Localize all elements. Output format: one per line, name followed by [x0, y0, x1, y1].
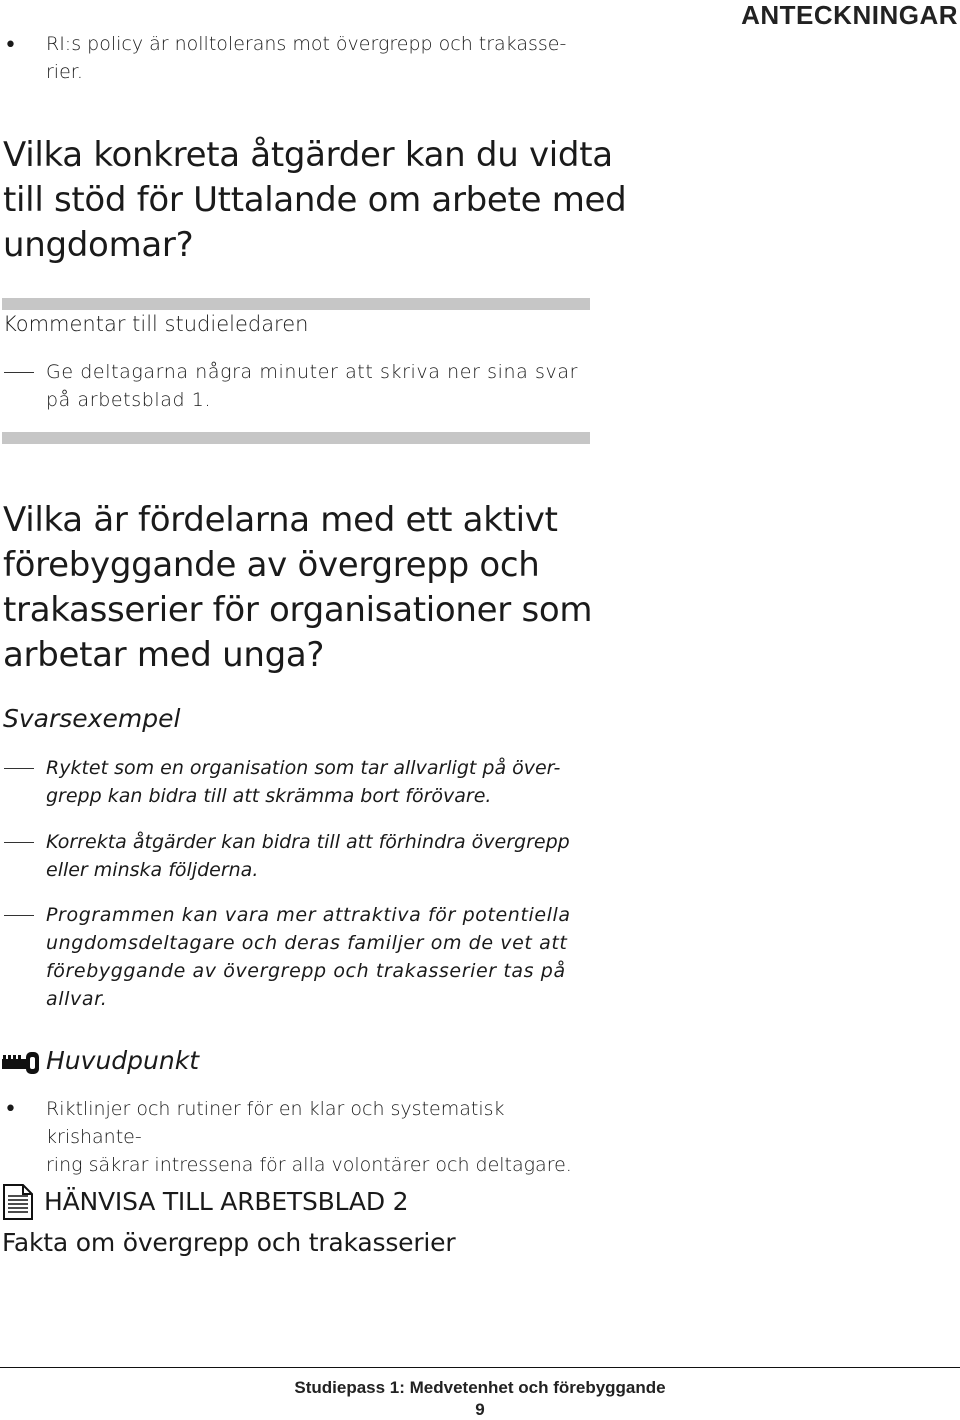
heading-line: Vilka är fördelarna med ett aktivt [3, 500, 558, 540]
answer-line: eller minska följderna. [46, 859, 259, 881]
key-point-text [46, 1095, 606, 1179]
bullet-marker: • [4, 1097, 17, 1122]
intro-bullet-text [46, 30, 606, 86]
answer-line: Programmen kan vara mer attraktiva för potentiella [46, 904, 571, 926]
heading-line: trakasserier för organisationer som [3, 590, 593, 630]
document-icon [3, 1184, 33, 1224]
comment-title: Kommentar till studieledaren [3, 312, 309, 336]
answer-line: ungdomsdeltagare och deras familjer om de vet att [46, 932, 568, 954]
heading-line: arbetar med unga? [3, 635, 325, 675]
dash-marker [4, 768, 34, 769]
comment-item-line: Ge deltagarna några minuter att skriva ner sina svar [46, 361, 579, 383]
notes-label: ANTECKNINGAR [741, 0, 958, 30]
heading-line: Vilka konkreta åtgärder kan du vidta [3, 135, 613, 175]
question-heading-1 [3, 133, 626, 268]
question-heading-2 [3, 498, 592, 678]
comment-top-bar [2, 298, 590, 310]
intro-bullet-line: rier. [46, 61, 83, 83]
answer-item [46, 828, 606, 884]
refer-label: HÄNVISA TILL ARBETSBLAD 2 [44, 1187, 409, 1216]
answer-line: Korrekta åtgärder kan bidra till att förhindra övergrepp [46, 831, 570, 853]
intro-bullet-line: RI:s policy är nolltolerans mot övergrepp och trakasse- [46, 33, 567, 55]
dash-marker [4, 842, 34, 843]
page-number: 9 [475, 1400, 485, 1419]
heading-line: förebyggande av övergrepp och [3, 545, 540, 585]
refer-subtitle: Fakta om övergrepp och trakasserier [2, 1228, 456, 1257]
heading-line: ungdomar? [3, 225, 194, 265]
answers-label: Svarsexempel [3, 704, 181, 733]
footer-rule [0, 1367, 960, 1368]
dash-marker [4, 372, 34, 373]
key-point-line: ring säkrar intressena för alla volontärer och deltagare. [46, 1154, 572, 1176]
answer-line: Ryktet som en organisation som tar allvarligt på över- [46, 757, 561, 779]
answer-item [46, 754, 606, 810]
key-point-label: Huvudpunkt [46, 1046, 199, 1075]
key-point-line: Riktlinjer och rutiner för en klar och systematisk krishante- [46, 1098, 505, 1148]
footer-title: Studiepass 1: Medvetenhet och förebyggande [294, 1378, 666, 1397]
answer-line: grepp kan bidra till att skrämma bort förövare. [46, 785, 492, 807]
answer-item [46, 901, 606, 1013]
bullet-marker: • [4, 33, 17, 58]
dash-marker [4, 915, 34, 916]
comment-item-line: på arbetsblad 1. [46, 389, 212, 411]
answer-line: förebyggande av övergrepp och trakasserier tas på [46, 960, 566, 982]
answer-line: allvar. [46, 988, 108, 1010]
key-icon [2, 1050, 40, 1080]
comment-bottom-bar [2, 432, 590, 444]
comment-item [46, 358, 606, 414]
heading-line: till stöd för Uttalande om arbete med [3, 180, 627, 220]
